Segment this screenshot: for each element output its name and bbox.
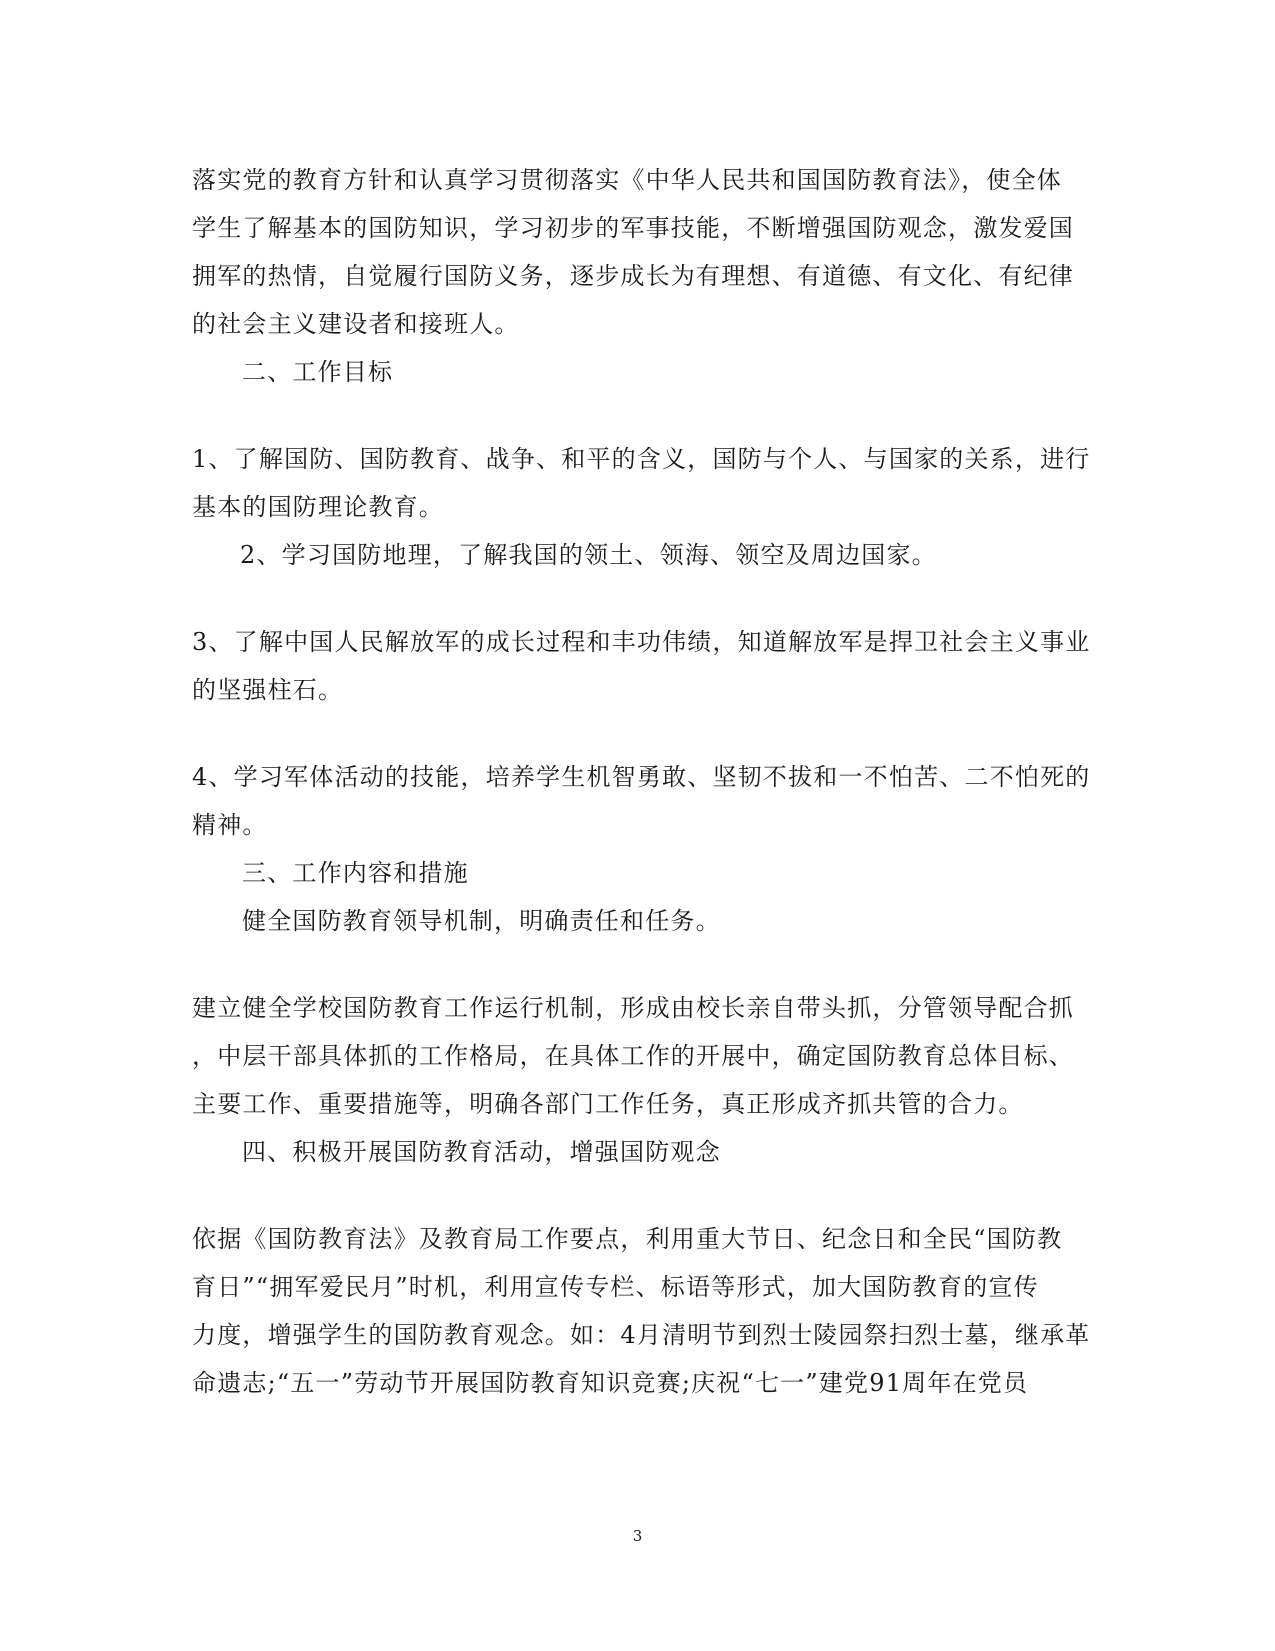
- paragraph-line: 力度，增强学生的国防教育观念。如：4月清明节到烈士陵园祭扫烈士墓，继承革: [192, 1321, 1091, 1349]
- paragraph-line: 学生了解基本的国防知识，学习初步的军事技能，不断增强国防观念，激发爱国: [192, 214, 1074, 242]
- paragraph-line: 拥军的热情，自觉履行国防义务，逐步成长为有理想、有道德、有文化、有纪律: [192, 262, 1074, 290]
- paragraph-line: 落实党的教育方针和认真学习贯彻落实《中华人民共和国国防教育法》，使全体: [192, 166, 1062, 194]
- paragraph-line: 基本的国防理论教育。: [192, 493, 444, 521]
- section-heading: 二、工作目标: [242, 358, 394, 386]
- paragraph-line: 建立健全学校国防教育工作运行机制，形成由校长亲自带头抓，分管领导配合抓: [192, 994, 1074, 1022]
- section-heading: 四、积极开展国防教育活动，增强国防观念: [242, 1138, 721, 1166]
- paragraph-line: 的社会主义建设者和接班人。: [192, 310, 520, 338]
- list-item-3: 3、了解中国人民解放军的成长过程和丰功伟绩，知道解放军是捍卫社会主义事业: [192, 628, 1091, 656]
- paragraph-line: 育日”“拥军爱民月”时机，利用宣传专栏、标语等形式，加大国防教育的宣传: [192, 1273, 1039, 1301]
- paragraph-line: 命遗志;“五一”劳动节开展国防教育知识竞赛;庆祝“七一”建党91周年在党员: [192, 1369, 1029, 1397]
- list-item-4: 4、学习军体活动的技能，培养学生机智勇敢、坚韧不拔和一不怕苦、二不怕死的: [192, 763, 1091, 791]
- list-item-2: 2、学习国防地理，了解我国的领土、领海、领空及周边国家。: [240, 541, 937, 569]
- paragraph-line: ，中层干部具体抓的工作格局，在具体工作的开展中，确定国防教育总体目标、: [192, 1042, 1074, 1070]
- paragraph-line: 健全国防教育领导机制，明确责任和任务。: [242, 907, 721, 935]
- paragraph-line: 精神。: [192, 811, 268, 839]
- paragraph-line: 的坚强柱石。: [192, 676, 344, 704]
- paragraph-line: 依据《国防教育法》及教育局工作要点，利用重大节日、纪念日和全民“国防教: [192, 1225, 1063, 1253]
- page-number: 3: [632, 1527, 643, 1545]
- paragraph-line: 主要工作、重要措施等，明确各部门工作任务，真正形成齐抓共管的合力。: [192, 1090, 1024, 1118]
- section-heading: 三、工作内容和措施: [242, 859, 469, 887]
- list-item-1: 1、了解国防、国防教育、战争、和平的含义，国防与个人、与国家的关系，进行: [192, 445, 1091, 473]
